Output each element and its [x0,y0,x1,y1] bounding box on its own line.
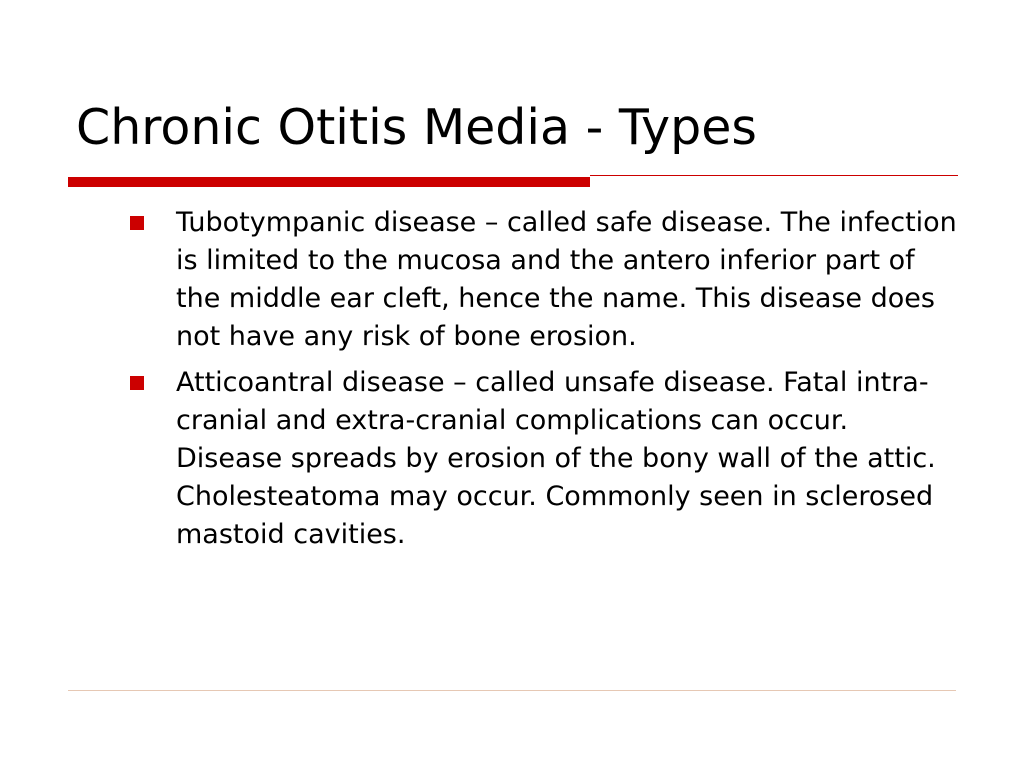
bullet-item [130,204,960,356]
bullet-text: Atticoantral disease – called unsafe disease. Fatal intra-cranial and extra-cranial complications can occur. Disease spreads by erosion of the bony wall of the attic. Cholesteatoma may occur. Commonly seen in sclerosed mastoid cavities. [176,367,936,550]
bullet-item [130,364,960,554]
slide-title: Chronic Otitis Media - Types [76,99,757,156]
bullet-list [130,204,960,562]
square-bullet-icon [130,216,144,230]
title-underline-thin [590,175,958,176]
title-underline-thick [68,177,590,187]
bullet-text: Tubotympanic disease – called safe disease. The infection is limited to the mucosa and the antero inferior part of the middle ear cleft, hence the name. This disease does not have any risk of bone erosion. [176,207,957,352]
footer-divider [68,690,956,691]
square-bullet-icon [130,376,144,390]
